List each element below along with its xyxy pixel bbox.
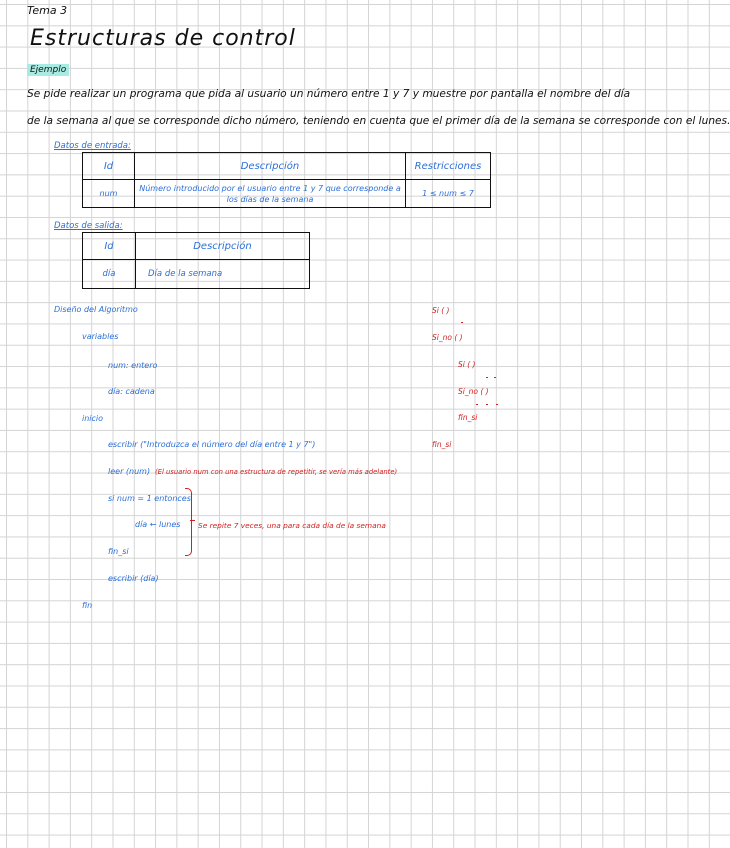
- side-dot: [476, 404, 478, 405]
- statement-line-1: Se pide realizar un programa que pida al usuario un número entre 1 y 7 y muestre por pantalla el nombre del día: [27, 88, 631, 100]
- escribir-prompt-line: escribir ("Introduzca el número del día entre 1 y 7"): [108, 440, 316, 449]
- side-note-fin-si: fin_si: [432, 440, 452, 449]
- si-line: si num = 1 entonces: [108, 494, 191, 503]
- side-note-si-no: Si_no ( ): [432, 333, 463, 342]
- cell-description-text: Número introducido por el usuario entre 1 y 7 que corresponde a los días de la semana: [139, 183, 401, 204]
- output-data-label: Datos de salida:: [54, 221, 123, 231]
- cell-restriction: 1 ≤ num ≤ 7: [406, 180, 491, 208]
- header-cell-restrictions: Restricciones: [406, 153, 491, 180]
- input-data-label: Datos de entrada:: [54, 141, 131, 151]
- side-dot: [461, 322, 463, 323]
- brace-tip: [190, 520, 195, 521]
- side-note-si-nested: Si ( ): [458, 360, 476, 369]
- header-cell-id: Id: [83, 233, 136, 260]
- algorithm-label: Diseño del Algoritmo: [54, 305, 138, 314]
- cell-id: día: [83, 260, 136, 289]
- table-header-row: [83, 153, 491, 180]
- header-cell-id: Id: [83, 153, 135, 180]
- table-header-row: [83, 233, 310, 260]
- cell-id: num: [83, 180, 135, 208]
- brace-mark: [185, 488, 192, 556]
- fin-si-line: fin_si: [108, 547, 129, 556]
- fin-keyword: fin: [82, 601, 93, 610]
- side-dot: [486, 377, 488, 378]
- highlighted-heading: Ejemplo: [27, 64, 69, 76]
- side-dot: [496, 404, 498, 405]
- cell-description: Día de la semana: [136, 260, 310, 289]
- side-note-si-no-nested: Si_no ( ): [458, 387, 489, 396]
- side-note-si: Si ( ): [432, 306, 450, 315]
- var-declaration-num: num: entero: [108, 361, 158, 370]
- table-row: [83, 180, 491, 208]
- brace-note: Se repite 7 veces, una para cada día de la semana: [198, 521, 386, 530]
- input-data-table: [82, 152, 491, 208]
- cell-description: [135, 180, 406, 208]
- topic-label: Tema 3: [27, 4, 68, 17]
- variables-keyword: variables: [82, 332, 119, 341]
- assign-line: día ← lunes: [135, 520, 181, 529]
- leer-line: leer (num): [108, 467, 151, 476]
- output-data-table: [82, 232, 310, 289]
- var-declaration-dia: día: cadena: [108, 387, 155, 396]
- inicio-keyword: inicio: [82, 414, 104, 423]
- page-title: Estructuras de control: [30, 26, 296, 51]
- statement-line-2: de la semana al que se corresponde dicho número, teniendo en cuenta que el primer día de la semana se corresponde con el lunes.: [27, 115, 730, 127]
- leer-note: (El usuario num con una estructura de repetitir, se vería más adelante): [155, 468, 398, 476]
- side-note-fin-si-nested: fin_si: [458, 413, 478, 422]
- escribir-dia-line: escribir (día): [108, 574, 159, 583]
- table-row: [83, 260, 310, 289]
- header-cell-description: Descripción: [136, 233, 310, 260]
- side-dot: [486, 404, 488, 405]
- header-cell-description: Descripción: [135, 153, 406, 180]
- side-dot: [494, 377, 496, 378]
